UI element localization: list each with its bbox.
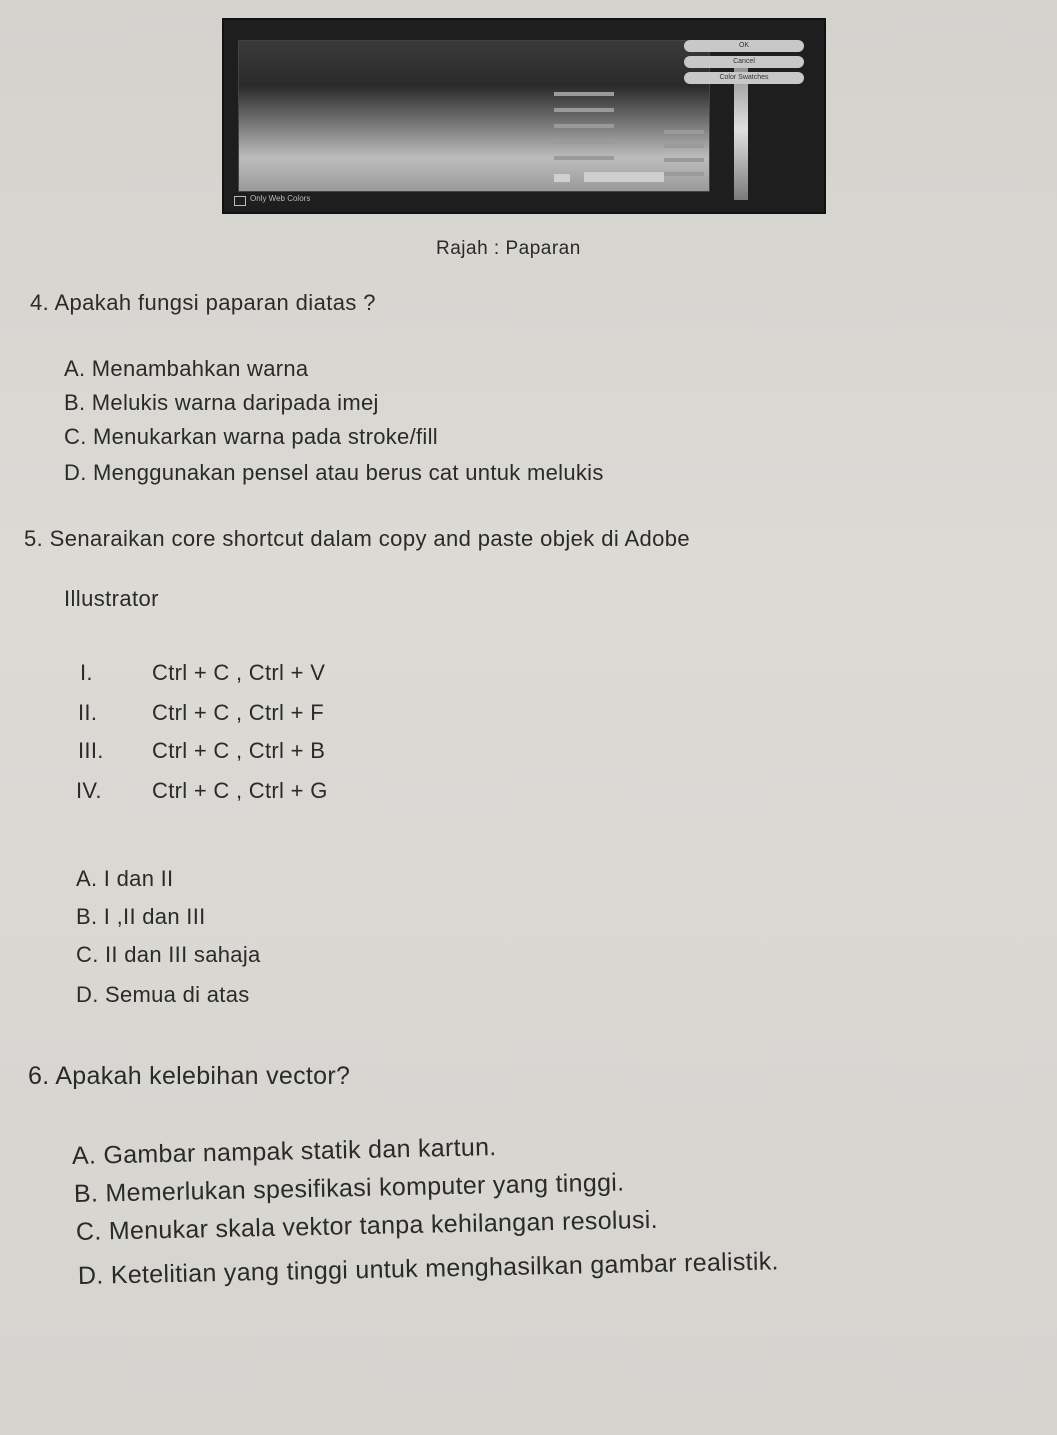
question-5: 5. Senaraikan core shortcut dalam copy and paste objek di Adobe <box>24 526 691 551</box>
question-6: 6. Apakah kelebihan vector? <box>28 1062 351 1090</box>
q6-option-d: D. Ketelitian yang tinggi untuk menghasilkan gambar realistik. <box>77 1247 780 1290</box>
color-swatches-button: Color Swatches <box>684 72 804 84</box>
q5-option-a: A. I dan II <box>76 866 174 891</box>
figure-caption: Rajah : Paparan <box>436 238 581 259</box>
q5-item-text: Ctrl + C , Ctrl + V <box>152 660 326 685</box>
q4-option-d: D. Menggunakan pensel atau berus cat untuk melukis <box>64 460 604 485</box>
cancel-button: Cancel <box>684 56 804 68</box>
color-picker-figure <box>222 18 826 214</box>
q5-option-b: B. I ,II dan III <box>76 904 206 929</box>
q4-option-a: A. Menambahkan warna <box>64 356 309 381</box>
q5-item-text: Ctrl + C , Ctrl + G <box>152 778 328 803</box>
color-swatch <box>554 174 570 182</box>
q6-option-b: B. Memerlukan spesifikasi komputer yang tinggi. <box>73 1168 625 1208</box>
color-field <box>238 40 710 192</box>
checkbox-icon <box>234 196 246 206</box>
q5-option-d: D. Semua di atas <box>76 982 250 1007</box>
q6-option-a: A. Gambar nampak statik dan kartun. <box>71 1133 497 1170</box>
question-5-line2: Illustrator <box>64 586 159 611</box>
q5-item-num: IV. <box>76 778 102 803</box>
q6-option-c: C. Menukar skala vektor tanpa kehilangan resolusi. <box>75 1205 659 1246</box>
q5-item-num: I. <box>80 660 93 685</box>
only-web-colors-label: Only Web Colors <box>250 194 311 203</box>
q4-option-c: C. Menukarkan warna pada stroke/fill <box>64 424 438 449</box>
q5-item-text: Ctrl + C , Ctrl + F <box>152 700 324 725</box>
q5-option-c: C. II dan III sahaja <box>76 942 261 967</box>
q5-item-num: III. <box>78 738 104 763</box>
q4-option-b: B. Melukis warna daripada imej <box>64 390 379 415</box>
q5-item-text: Ctrl + C , Ctrl + B <box>152 738 326 763</box>
ok-button: OK <box>684 40 804 52</box>
question-4: 4. Apakah fungsi paparan diatas ? <box>30 290 376 315</box>
hex-field <box>584 172 664 182</box>
q5-item-num: II. <box>78 700 98 725</box>
